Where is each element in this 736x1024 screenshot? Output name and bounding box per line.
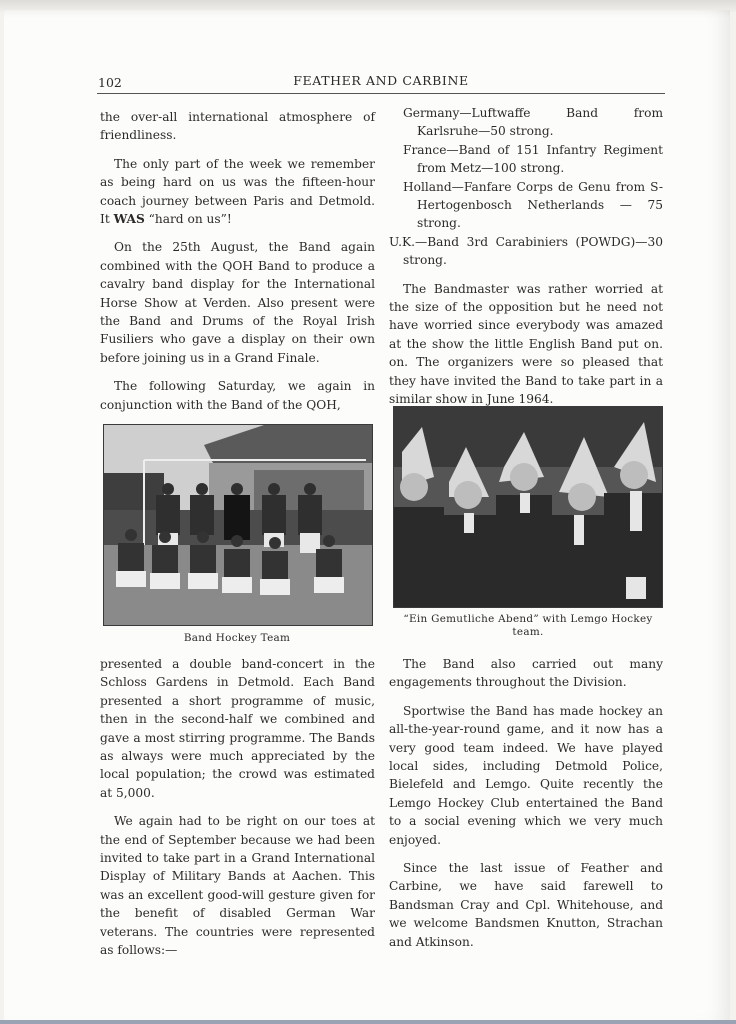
page-header xyxy=(97,73,665,94)
text-run: “hard on us”! xyxy=(144,212,232,227)
paragraph: The Bandmaster was rather worried at the size of the opposition but he need not have worried since everybody was amazed at the show the little English Band put on. on. The organizers were so pleased that they have invited the Band to take part in a similar show in June 1964. xyxy=(389,281,663,407)
right-column-bottom xyxy=(389,655,663,961)
page-number: 102 xyxy=(98,75,122,90)
paragraph: The following Saturday, we again in conjunction with the Band of the QOH, xyxy=(100,379,375,412)
scan-bottom-edge xyxy=(0,1020,736,1024)
left-column-top xyxy=(100,108,375,424)
text-run: The only part of the week we remember as being hard on us was the fifteen-hour coach journey between Paris and Detmold. It xyxy=(100,156,375,227)
running-title: FEATHER AND CARBINE xyxy=(293,73,469,88)
right-column-top xyxy=(389,104,663,419)
paragraph: On the 25th August, the Band again combined with the QOH Band to produce a cavalry band display for the International Horse Show at Verden. Also present were the Band and Drums of the Royal Irish Fusiliers who gave a display on their own before joining us in a Grand Finale. xyxy=(100,240,375,365)
photo-caption: “Ein Gemutliche Abend” with Lemgo Hockey team. xyxy=(403,613,653,638)
paragraph: the over-all international atmosphere of friendliness. xyxy=(100,110,375,143)
country-entry-uk: U.K.—Band 3rd Carabiniers (POWDG)—30 strong. xyxy=(389,234,663,268)
paragraph: We again had to be right on our toes at the end of September because we had been invited to take part in a Grand International Display of Military Bands at Aachen. This was an excellent good-will gesture given for the benefit of disabled German War veterans. The countries were represented as follows:— xyxy=(100,814,375,958)
emphasis-text: WAS xyxy=(113,212,145,227)
paragraph: presented a double band-concert in the Schloss Gardens in Detmold. Each Band presented a short programme of music, then in the second-half we combined and gave a most stirring programme. The Bands as always were much appreciated by the local population; the crowd was estimated at 5,000. xyxy=(100,657,375,800)
paragraph: Sportwise the Band has made hockey an all-the-year-round game, and it now has a very good team indeed. We have played local sides, including Detmold Police, Bielefeld and Lemgo. Quite recently the Lemgo Hockey Club entertained the Band to a social evening which we very much enjoyed. xyxy=(389,703,663,847)
lemgo-evening-photo xyxy=(393,406,663,608)
paragraph: Since the last issue of Feather and Carbine, we have said farewell to Bandsman Cray and Cpl. Whitehouse, and we welcome Bandsmen Knutton, Strachan and Atkinson. xyxy=(389,861,663,949)
country-entry-france: France—Band of 151 Infantry Regiment from Metz—100 strong. xyxy=(403,142,663,176)
paragraph xyxy=(100,155,375,229)
hockey-team-photo xyxy=(103,424,373,626)
photo-caption: Band Hockey Team xyxy=(183,632,291,644)
left-column-bottom xyxy=(100,655,375,970)
paragraph: The Band also carried out many engagements throughout the Division. xyxy=(389,657,663,690)
country-entry-holland: Holland—Fanfare Corps de Genu from S-Hertogenbosch Netherlands — 75 strong. xyxy=(403,179,663,231)
country-entry-germany: Germany—Luftwaffe Band from Karlsruhe—50 strong. xyxy=(403,106,663,139)
